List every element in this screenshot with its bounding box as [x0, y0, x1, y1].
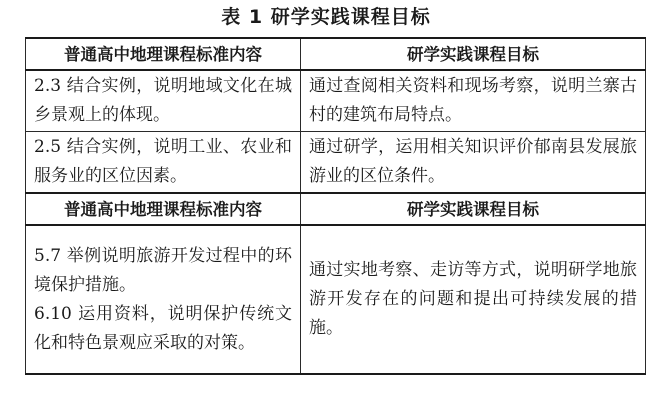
- standard-cell: [26, 225, 301, 374]
- table-title: 表 1 研学实践课程目标: [221, 6, 431, 28]
- table-row: [26, 132, 646, 194]
- goal-cell: 通过研学，运用相关知识评价郁南县发展旅游业的区位条件。: [301, 132, 646, 194]
- table-row: [26, 70, 646, 132]
- goal-cell: 通过查阅相关资料和现场考察，说明兰寨古村的建筑布局特点。: [301, 70, 646, 132]
- goal-cell: 通过实地考察、走访等方式，说明研学地旅游开发存在的问题和提出可持续发展的措施。: [301, 225, 646, 374]
- header-course-goal: 研学实践课程目标: [301, 193, 646, 225]
- standard-cell: 2.5 结合实例，说明工业、农业和服务业的区位因素。: [26, 132, 301, 194]
- header-standard-content: 普通高中地理课程标准内容: [26, 193, 301, 225]
- table-row: [26, 225, 646, 374]
- curriculum-table: [25, 37, 646, 375]
- standard-item: 5.7 举例说明旅游开发过程中的环境保护措施。: [34, 245, 292, 295]
- header-course-goal: 研学实践课程目标: [301, 38, 646, 70]
- standard-item: 6.10 运用资料，说明保护传统文化和特色景观应采取的对策。: [34, 303, 292, 353]
- table-header-row: [26, 193, 646, 225]
- standard-cell: 2.3 结合实例，说明地域文化在城乡景观上的体现。: [26, 70, 301, 132]
- header-standard-content: 普通高中地理课程标准内容: [26, 38, 301, 70]
- table-header-row: [26, 38, 646, 70]
